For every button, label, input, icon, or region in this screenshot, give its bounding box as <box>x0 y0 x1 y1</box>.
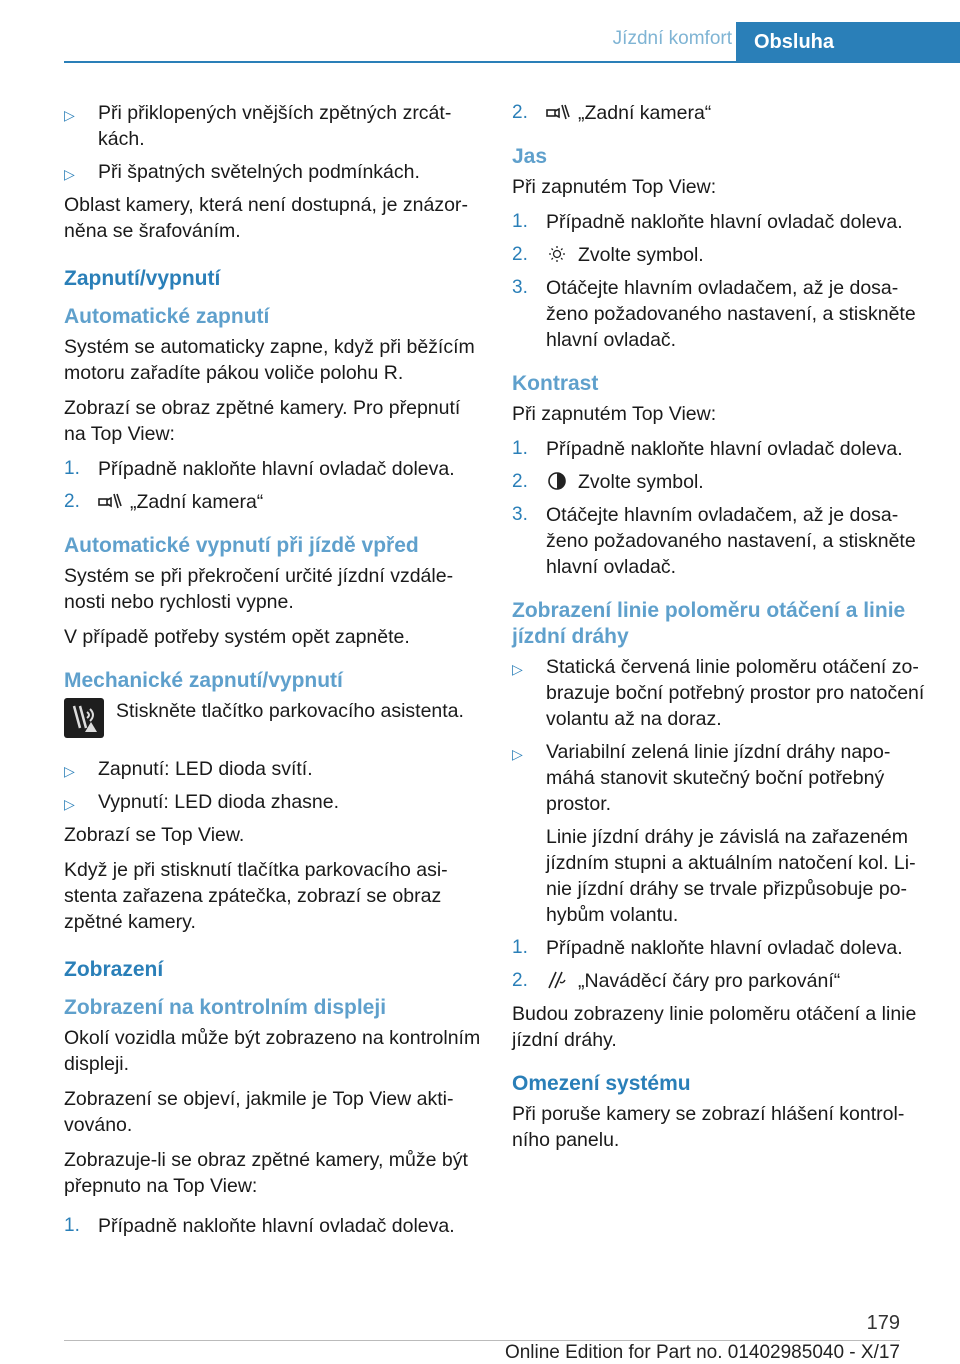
heading-auto-on: Automatické zapnutí <box>64 305 270 328</box>
header-rule <box>64 61 960 63</box>
heading-control-display: Zobrazení na kontrolním displeji <box>64 996 387 1019</box>
left-column <box>64 100 484 1246</box>
heading-display: Zobrazení <box>64 958 164 981</box>
step-item: 1. Případně nakloňte hlavní ovladač doleva. <box>512 211 903 233</box>
list-item: ▷ Variabilní zelená linie jízdní dráhy napomáhá stanovit skutečný boční potřebný prostor. <box>512 741 891 815</box>
bullet-triangle-icon: ▷ <box>64 763 75 779</box>
rear-camera-icon <box>546 102 570 122</box>
step-item: 3. Otáčejte hlavním ovladačem, až je dosaženo požadovaného nastavení, a stiskněte hlavní ovladač. <box>512 277 916 351</box>
step-item: 1. Případně nakloňte hlavní ovladač doleva. <box>64 458 455 480</box>
header-section-title: Jízdní komfort <box>612 28 732 49</box>
step-item: 1. Případně nakloňte hlavní ovladač doleva. <box>64 1215 455 1237</box>
heading-on-off: Zapnutí/vypnutí <box>64 267 221 290</box>
brightness-sun-icon <box>546 244 570 264</box>
paragraph: V případě potřeby systém opět zapněte. <box>64 626 410 648</box>
paragraph: Při zapnutém Top View: <box>512 176 717 198</box>
step-item: 2. Zvolte symbol. <box>512 471 704 493</box>
page-number: 179 <box>866 1312 900 1334</box>
list-item: ▷ Při přiklopených vnějších zpětných zrcátkách. <box>64 102 452 150</box>
right-column <box>512 100 932 1162</box>
step-item: 1. Případně nakloňte hlavní ovladač doleva. <box>512 438 903 460</box>
paragraph: Při poruše kamery se zobrazí hlášení kontrolního panelu. <box>512 1103 905 1151</box>
paragraph: Oblast kamery, která není dostupná, je znázorněna se šrafováním. <box>64 194 468 242</box>
header-chapter-tab: Obsluha <box>736 22 960 62</box>
list-item: ▷ Zapnutí: LED dioda svítí. <box>64 756 484 782</box>
bullet-triangle-icon: ▷ <box>64 107 75 123</box>
park-assist-button-icon <box>64 698 104 738</box>
heading-turning-lines: Zobrazení linie poloměru otáčení a linie jízdní dráhy <box>512 599 906 648</box>
paragraph: Okolí vozidla může být zobrazeno na kontrolním displeji. <box>64 1027 481 1075</box>
list-item: ▷ Při špatných světelných podmínkách. <box>64 159 484 185</box>
heading-brightness: Jas <box>512 145 548 168</box>
heading-contrast: Kontrast <box>512 372 599 395</box>
paragraph: Zobrazí se obraz zpětné kamery. Pro přepnutí na Top View: <box>64 397 461 445</box>
list-item: ▷ Vypnutí: LED dioda zhasne. <box>64 789 484 815</box>
paragraph: Zobrazuje-li se obraz zpětné kamery, může být přepnuto na Top View: <box>64 1149 468 1197</box>
step-item: 2. „Zadní kamera“ <box>64 491 264 513</box>
paragraph: Když je při stisknutí tlačítka parkovacího asistenta zařazena zpátečka, zobrazí se obraz zpětné kamery. <box>64 859 448 933</box>
edition-note: Online Edition for Part no. 01402985040 - X/17 <box>504 1342 900 1363</box>
sub-paragraph: Linie jízdní dráhy je závislá na zařazeném jízdním stupni a aktuálním natočení kol. Linie jízdní dráhy se trvale přizpůsobuje pohybům volantu. <box>546 826 916 926</box>
footer-rule <box>64 1340 900 1341</box>
heading-auto-off: Automatické vypnutí při jízdě vpřed <box>64 534 419 557</box>
rear-camera-icon <box>98 491 122 511</box>
heading-mechanical: Mechanické zapnutí/vypnutí <box>64 669 343 692</box>
bullet-triangle-icon: ▷ <box>64 796 75 812</box>
paragraph: Při zapnutém Top View: <box>512 403 717 425</box>
paragraph: Zobrazí se Top View. <box>64 824 245 846</box>
step-item: 2. „Naváděcí čáry pro parkování“ <box>512 970 841 992</box>
paragraph: Systém se automaticky zapne, když při běžícím motoru zařadíte pákou voliče polohu R. <box>64 336 475 384</box>
page-header <box>0 0 960 62</box>
step-item: 2. „Zadní kamera“ <box>512 102 712 124</box>
paragraph: Zobrazení se objeví, jakmile je Top View aktivováno. <box>64 1088 454 1136</box>
step-item: 2. Zvolte symbol. <box>512 244 704 266</box>
bullet-triangle-icon: ▷ <box>64 166 75 182</box>
parking-guide-lines-icon <box>546 970 570 990</box>
step-item: 1. Případně nakloňte hlavní ovladač doleva. <box>512 937 903 959</box>
bullet-triangle-icon: ▷ <box>512 746 523 762</box>
button-instruction: Stiskněte tlačítko parkovacího asistenta. <box>64 698 484 738</box>
list-item: ▷ Statická červená linie poloměru otáčení zobrazuje boční potřebný prostor pro natočení volantu až na doraz. <box>512 656 925 730</box>
paragraph: Systém se při překročení určité jízdní vzdálenosti nebo rychlosti vypne. <box>64 565 454 613</box>
heading-system-limits: Omezení systému <box>512 1072 691 1095</box>
paragraph: Budou zobrazeny linie poloměru otáčení a linie jízdní dráhy. <box>512 1003 917 1051</box>
step-item: 3. Otáčejte hlavním ovladačem, až je dosaženo požadovaného nastavení, a stiskněte hlavní ovladač. <box>512 504 916 578</box>
contrast-icon <box>546 471 570 491</box>
bullet-triangle-icon: ▷ <box>512 661 523 677</box>
